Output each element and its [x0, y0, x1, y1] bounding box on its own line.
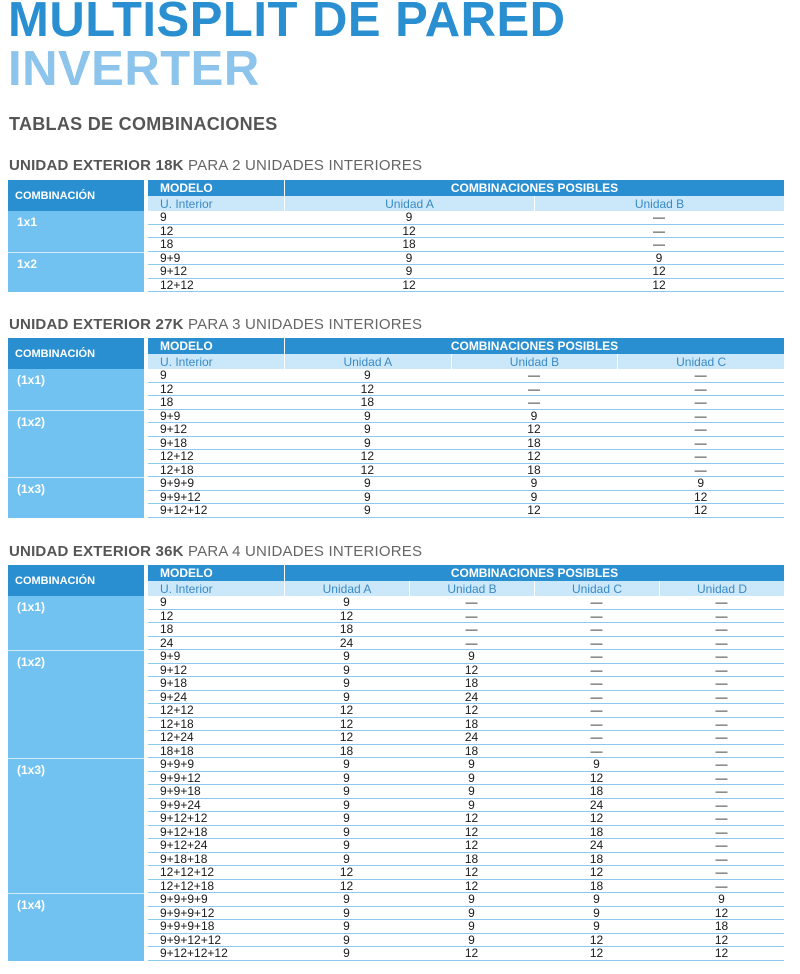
combination-cell: 12: [409, 866, 534, 880]
combination-cell: —: [659, 637, 784, 651]
unit-header: Unidad A: [284, 196, 534, 211]
combination-cell: —: [659, 610, 784, 624]
model-cell: 9: [148, 211, 284, 225]
model-cell: 12+12: [148, 279, 284, 293]
u-interior-header: U. Interior: [148, 354, 284, 369]
model-cell: 9+12+24: [148, 839, 284, 853]
model-cell: 9+18: [148, 437, 284, 451]
combination-cell: 9: [409, 920, 534, 934]
combination-cell: 12: [284, 450, 451, 464]
unit-header: Unidad B: [451, 354, 618, 369]
combination-cell: 9: [284, 211, 534, 225]
combination-cell: —: [451, 369, 618, 383]
combination-cell: 9: [284, 893, 409, 907]
combination-cell: —: [409, 596, 534, 610]
combination-cell: 9: [284, 826, 409, 840]
combination-cell: 18: [409, 745, 534, 759]
combination-cell: —: [659, 758, 784, 772]
title-line-2: INVERTER: [8, 42, 260, 96]
combination-cell: —: [617, 437, 784, 451]
model-cell: 9+9+9+9: [148, 893, 284, 907]
unit-header: Unidad A: [284, 354, 451, 369]
combination-cell: 18: [451, 437, 618, 451]
combination-cell: —: [659, 880, 784, 894]
model-cell: 9+18: [148, 677, 284, 691]
combination-cell: —: [534, 596, 659, 610]
model-cell: 12: [148, 383, 284, 397]
combination-cell: 12: [617, 491, 784, 505]
combination-cell: —: [409, 610, 534, 624]
model-cell: 9+12+12: [148, 812, 284, 826]
model-cell: 12+12+12: [148, 866, 284, 880]
combination-cell: 18: [284, 745, 409, 759]
combination-group: (1x4): [8, 893, 144, 961]
model-cell: 24: [148, 637, 284, 651]
combination-cell: 9: [284, 437, 451, 451]
combination-cell: 18: [409, 718, 534, 732]
model-cell: 9+12+12+12: [148, 947, 284, 961]
model-cell: 18: [148, 623, 284, 637]
combination-cell: —: [659, 745, 784, 759]
combination-cell: —: [659, 650, 784, 664]
combination-group: (1x3): [8, 758, 144, 893]
section-heading-bold: UNIDAD EXTERIOR 27K: [9, 316, 184, 333]
combinacion-header: COMBINACIÓN: [8, 565, 144, 596]
modelo-header: MODELO: [148, 338, 284, 354]
combination-cell: 9: [284, 369, 451, 383]
combination-cell: —: [659, 704, 784, 718]
combination-cell: 12: [409, 664, 534, 678]
combination-cell: 12: [534, 947, 659, 961]
combination-group: (1x1): [8, 369, 144, 410]
combination-cell: 9: [284, 947, 409, 961]
model-cell: 9+9+9: [148, 477, 284, 491]
combination-cell: —: [659, 853, 784, 867]
combination-cell: —: [617, 396, 784, 410]
model-cell: 9+12: [148, 664, 284, 678]
combinaciones-posibles-header: COMBINACIONES POSIBLES: [284, 180, 784, 196]
combination-cell: —: [617, 464, 784, 478]
combination-cell: 9: [284, 664, 409, 678]
combination-cell: 9: [284, 920, 409, 934]
combination-cell: 18: [534, 880, 659, 894]
combination-cell: 12: [451, 504, 618, 518]
combination-cell: 12: [534, 279, 784, 293]
model-cell: 18: [148, 238, 284, 252]
unit-header: Unidad B: [409, 581, 534, 596]
combination-cell: 12: [659, 934, 784, 948]
combination-cell: 12: [617, 504, 784, 518]
combination-cell: 9: [284, 772, 409, 786]
combination-cell: 12: [534, 265, 784, 279]
section-heading-bold: UNIDAD EXTERIOR 18K: [9, 157, 184, 174]
combination-group: (1x3): [8, 477, 144, 518]
combination-cell: 9: [409, 907, 534, 921]
combination-cell: 24: [534, 839, 659, 853]
section-heading-18k: [9, 157, 422, 174]
combination-cell: 12: [659, 947, 784, 961]
model-cell: 9+12: [148, 423, 284, 437]
subtitle: TABLAS DE COMBINACIONES: [9, 114, 278, 134]
combination-cell: 18: [534, 785, 659, 799]
unit-header: Unidad A: [284, 581, 409, 596]
combination-cell: —: [659, 677, 784, 691]
model-cell: 9+9+12: [148, 772, 284, 786]
model-cell: 9+9+12: [148, 491, 284, 505]
model-cell: 12+12+18: [148, 880, 284, 894]
combination-cell: 9: [284, 799, 409, 813]
section-heading-27k: [9, 316, 422, 333]
combination-cell: 9: [284, 252, 534, 266]
combinacion-header: COMBINACIÓN: [8, 180, 144, 211]
combination-cell: 9: [409, 893, 534, 907]
model-cell: 12: [148, 225, 284, 239]
combination-cell: 9: [284, 504, 451, 518]
combination-cell: 9: [284, 758, 409, 772]
model-cell: 9: [148, 596, 284, 610]
combination-cell: 12: [284, 610, 409, 624]
combination-cell: 9: [451, 477, 618, 491]
combination-cell: —: [534, 650, 659, 664]
combination-cell: 12: [409, 947, 534, 961]
table-27k: [8, 338, 784, 518]
combination-cell: 12: [284, 704, 409, 718]
combination-cell: —: [659, 812, 784, 826]
combination-group: (1x2): [8, 410, 144, 478]
combination-cell: 9: [617, 477, 784, 491]
section-heading-rest: PARA 4 UNIDADES INTERIORES: [183, 543, 423, 560]
combination-cell: 9: [284, 934, 409, 948]
model-cell: 9+24: [148, 691, 284, 705]
combination-cell: 12: [284, 866, 409, 880]
combination-cell: —: [409, 623, 534, 637]
combination-cell: 9: [409, 772, 534, 786]
model-cell: 18+18: [148, 745, 284, 759]
combination-group: 1x2: [8, 252, 144, 293]
model-cell: 12+18: [148, 718, 284, 732]
combination-cell: 9: [284, 477, 451, 491]
combination-cell: 18: [284, 623, 409, 637]
model-cell: 9+12+18: [148, 826, 284, 840]
combination-cell: 9: [284, 265, 534, 279]
section-heading-36k: [9, 543, 422, 560]
combination-cell: 9: [284, 853, 409, 867]
combination-cell: —: [659, 799, 784, 813]
combination-group: (1x1): [8, 596, 144, 650]
combinaciones-posibles-header: COMBINACIONES POSIBLES: [284, 338, 784, 354]
combination-cell: —: [617, 369, 784, 383]
combination-cell: —: [534, 745, 659, 759]
combination-cell: 9: [409, 785, 534, 799]
combination-cell: 9: [409, 934, 534, 948]
model-cell: 9+12: [148, 265, 284, 279]
combination-cell: 9: [409, 799, 534, 813]
table-18k: [8, 180, 784, 292]
combination-cell: 9: [284, 423, 451, 437]
combination-cell: 9: [409, 758, 534, 772]
combination-cell: 12: [534, 772, 659, 786]
model-cell: 18: [148, 396, 284, 410]
combination-cell: —: [659, 623, 784, 637]
combination-cell: —: [659, 772, 784, 786]
model-cell: 12: [148, 610, 284, 624]
combination-cell: —: [534, 664, 659, 678]
model-cell: 12+24: [148, 731, 284, 745]
section-heading-bold: UNIDAD EXTERIOR 36K: [9, 543, 184, 560]
combination-cell: —: [451, 396, 618, 410]
combination-cell: 9: [451, 491, 618, 505]
combination-cell: —: [534, 238, 784, 252]
combination-cell: —: [534, 704, 659, 718]
combination-cell: 9: [284, 677, 409, 691]
combinaciones-posibles-header: COMBINACIONES POSIBLES: [284, 565, 784, 581]
combination-cell: —: [534, 623, 659, 637]
combination-cell: —: [659, 785, 784, 799]
model-cell: 9+9: [148, 650, 284, 664]
combination-cell: 12: [451, 450, 618, 464]
model-cell: 9+9+12+12: [148, 934, 284, 948]
model-cell: 9+9+18: [148, 785, 284, 799]
combination-cell: 9: [659, 893, 784, 907]
unit-header: Unidad C: [617, 354, 784, 369]
combination-cell: 9: [409, 650, 534, 664]
combination-cell: —: [617, 383, 784, 397]
table-36k: [8, 565, 784, 961]
modelo-header: MODELO: [148, 565, 284, 581]
combination-cell: 18: [284, 238, 534, 252]
combination-cell: 24: [409, 731, 534, 745]
combinacion-header: COMBINACIÓN: [8, 338, 144, 369]
combination-cell: 9: [284, 812, 409, 826]
combination-cell: 12: [284, 880, 409, 894]
combination-cell: —: [617, 423, 784, 437]
combination-cell: —: [659, 866, 784, 880]
combination-cell: 12: [409, 812, 534, 826]
combination-cell: 12: [409, 704, 534, 718]
combination-cell: —: [534, 691, 659, 705]
combination-cell: 12: [284, 383, 451, 397]
model-cell: 9+9+9: [148, 758, 284, 772]
unit-header: Unidad B: [534, 196, 784, 211]
combination-cell: 18: [284, 396, 451, 410]
combination-cell: 9: [534, 893, 659, 907]
combination-group: (1x2): [8, 650, 144, 758]
combination-cell: 12: [409, 826, 534, 840]
combination-cell: 24: [284, 637, 409, 651]
combination-cell: —: [534, 211, 784, 225]
combination-group: 1x1: [8, 211, 144, 252]
combination-cell: —: [659, 718, 784, 732]
combination-cell: 12: [534, 934, 659, 948]
model-cell: 9: [148, 369, 284, 383]
title-line-1: MULTISPLIT DE PARED: [8, 0, 566, 47]
combination-cell: —: [659, 826, 784, 840]
combination-cell: 18: [534, 853, 659, 867]
combination-cell: 12: [659, 907, 784, 921]
u-interior-header: U. Interior: [148, 196, 284, 211]
combination-cell: 12: [284, 464, 451, 478]
combination-cell: —: [534, 610, 659, 624]
combination-cell: 12: [409, 880, 534, 894]
combination-cell: —: [451, 383, 618, 397]
combination-cell: —: [659, 691, 784, 705]
combination-cell: —: [659, 596, 784, 610]
model-cell: 9+9: [148, 252, 284, 266]
combination-cell: 9: [284, 650, 409, 664]
combination-cell: 12: [534, 866, 659, 880]
combination-cell: 18: [409, 677, 534, 691]
combination-cell: 9: [534, 907, 659, 921]
model-cell: 12+18: [148, 464, 284, 478]
combination-cell: —: [617, 450, 784, 464]
model-cell: 9+9: [148, 410, 284, 424]
combination-cell: 12: [284, 279, 534, 293]
combination-cell: 12: [284, 718, 409, 732]
model-cell: 9+12+12: [148, 504, 284, 518]
model-cell: 9+9+9+18: [148, 920, 284, 934]
u-interior-header: U. Interior: [148, 581, 284, 596]
combination-cell: 9: [534, 920, 659, 934]
combination-cell: 9: [534, 252, 784, 266]
combination-cell: 9: [534, 758, 659, 772]
combination-cell: 18: [451, 464, 618, 478]
section-heading-rest: PARA 2 UNIDADES INTERIORES: [183, 157, 423, 174]
combination-cell: 9: [284, 410, 451, 424]
combination-cell: 12: [284, 225, 534, 239]
model-cell: 9+9+9+12: [148, 907, 284, 921]
modelo-header: MODELO: [148, 180, 284, 196]
combination-cell: 18: [409, 853, 534, 867]
model-cell: 12+12: [148, 450, 284, 464]
model-cell: 9+9+24: [148, 799, 284, 813]
combination-cell: 12: [534, 812, 659, 826]
combination-cell: 9: [451, 410, 618, 424]
combination-cell: 9: [284, 839, 409, 853]
unit-header: Unidad C: [534, 581, 659, 596]
combination-cell: 9: [284, 785, 409, 799]
combination-cell: 9: [284, 691, 409, 705]
combination-cell: —: [659, 664, 784, 678]
combination-cell: 18: [534, 826, 659, 840]
combination-cell: 9: [284, 907, 409, 921]
model-cell: 12+12: [148, 704, 284, 718]
combination-cell: —: [617, 410, 784, 424]
combination-cell: 12: [284, 731, 409, 745]
combination-cell: —: [534, 731, 659, 745]
combination-cell: 18: [659, 920, 784, 934]
combination-cell: 12: [409, 839, 534, 853]
combination-cell: 9: [284, 491, 451, 505]
unit-header: Unidad D: [659, 581, 784, 596]
combination-cell: 24: [534, 799, 659, 813]
combination-cell: —: [659, 731, 784, 745]
combination-cell: 12: [451, 423, 618, 437]
combination-cell: —: [409, 637, 534, 651]
combination-cell: —: [534, 677, 659, 691]
section-heading-rest: PARA 3 UNIDADES INTERIORES: [183, 316, 423, 333]
combination-cell: —: [534, 637, 659, 651]
combination-cell: —: [534, 225, 784, 239]
combination-cell: 24: [409, 691, 534, 705]
combination-cell: —: [534, 718, 659, 732]
combination-cell: —: [659, 839, 784, 853]
model-cell: 9+18+18: [148, 853, 284, 867]
combination-cell: 9: [284, 596, 409, 610]
